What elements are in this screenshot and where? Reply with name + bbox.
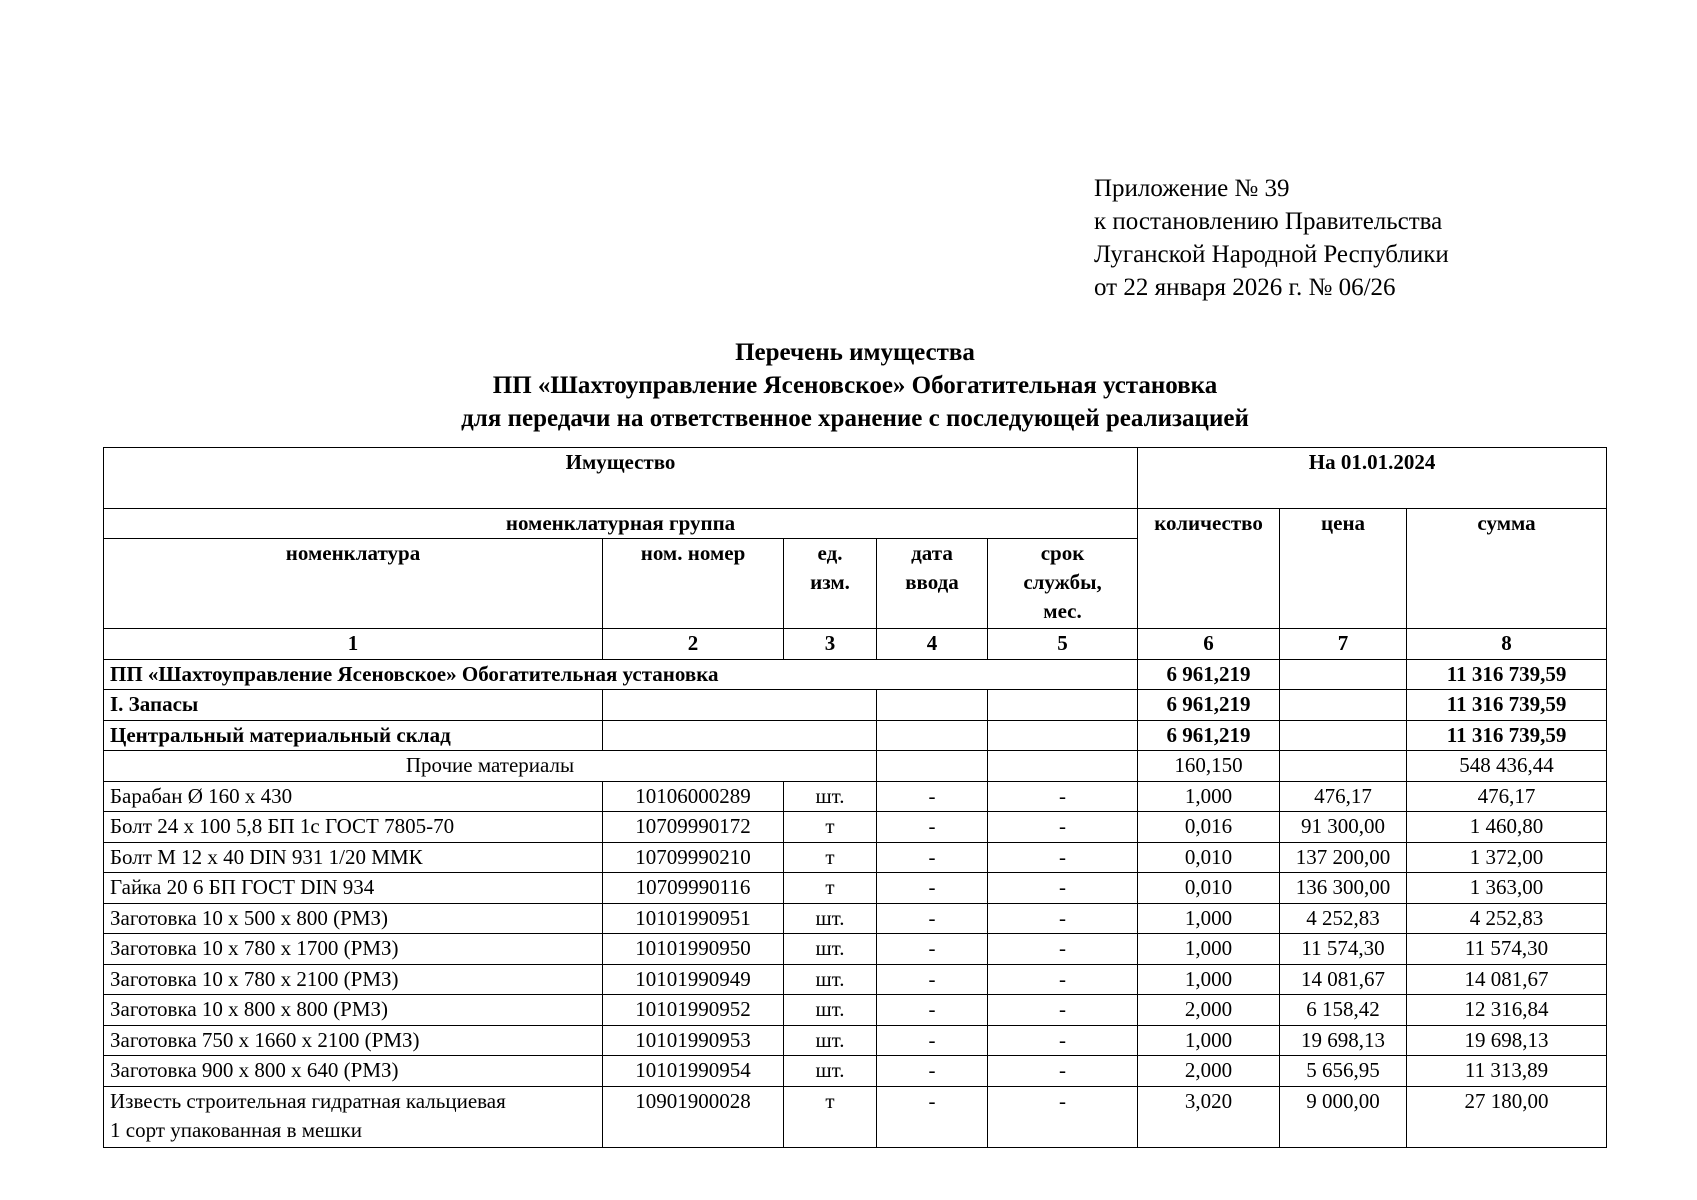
table-row	[104, 1056, 1607, 1087]
item-life: -	[988, 842, 1138, 873]
item-number: 10106000289	[603, 781, 784, 812]
empty-cell	[988, 751, 1138, 782]
item-unit: шт.	[784, 995, 877, 1026]
summary-sum: 11 316 739,59	[1407, 720, 1607, 751]
item-qty: 1,000	[1138, 903, 1280, 934]
item-qty: 1,000	[1138, 1025, 1280, 1056]
item-unit: шт.	[784, 934, 877, 965]
item-number: 10101990951	[603, 903, 784, 934]
item-qty: 3,020	[1138, 1086, 1280, 1147]
item-price: 136 300,00	[1280, 873, 1407, 904]
item-sum: 19 698,13	[1407, 1025, 1607, 1056]
item-sum: 11 313,89	[1407, 1056, 1607, 1087]
col-number: 7	[1280, 629, 1407, 660]
item-life: -	[988, 1056, 1138, 1087]
item-name: Болт М 12 х 40 DIN 931 1/20 ММК	[104, 842, 603, 873]
item-sum: 476,17	[1407, 781, 1607, 812]
item-life: -	[988, 934, 1138, 965]
item-date: -	[877, 1025, 988, 1056]
item-price: 9 000,00	[1280, 1086, 1407, 1147]
empty-cell	[603, 720, 877, 751]
header-row-2	[104, 509, 1607, 539]
table-row	[104, 1025, 1607, 1056]
summary-sum: 11 316 739,59	[1407, 690, 1607, 721]
empty-cell	[877, 690, 988, 721]
col-number: 4	[877, 629, 988, 660]
item-life: -	[988, 1025, 1138, 1056]
header-row-1	[104, 448, 1607, 509]
item-life: -	[988, 995, 1138, 1026]
summary-price	[1280, 720, 1407, 751]
item-date: -	[877, 1056, 988, 1087]
col-number: 6	[1138, 629, 1280, 660]
item-life: -	[988, 873, 1138, 904]
table-row	[104, 964, 1607, 995]
item-price: 19 698,13	[1280, 1025, 1407, 1056]
col-number: 3	[784, 629, 877, 660]
summary-sum: 11 316 739,59	[1407, 659, 1607, 690]
document-title	[0, 336, 1697, 435]
item-life: -	[988, 903, 1138, 934]
item-qty: 2,000	[1138, 995, 1280, 1026]
header-price: цена	[1280, 509, 1407, 629]
item-unit: шт.	[784, 781, 877, 812]
summary-qty: 6 961,219	[1138, 720, 1280, 751]
table-row	[104, 903, 1607, 934]
appendix-line: Луганской Народной Республики	[1094, 241, 1449, 268]
header-unit	[784, 539, 877, 629]
header-as-of: На 01.01.2024	[1138, 448, 1607, 509]
summary-qty: 6 961,219	[1138, 690, 1280, 721]
item-price: 476,17	[1280, 781, 1407, 812]
item-number: 10101990949	[603, 964, 784, 995]
summary-row-enterprise	[104, 659, 1607, 690]
header-nomenclature: номенклатура	[104, 539, 603, 629]
header-unit-line: ед.	[817, 541, 843, 565]
item-price: 4 252,83	[1280, 903, 1407, 934]
header-life-line: срок	[1040, 541, 1085, 565]
item-life: -	[988, 812, 1138, 843]
appendix-line: к постановлению Правительства	[1094, 208, 1443, 235]
item-date: -	[877, 995, 988, 1026]
empty-cell	[988, 720, 1138, 751]
header-property: Имущество	[104, 448, 1138, 509]
item-date: -	[877, 903, 988, 934]
item-date: -	[877, 842, 988, 873]
item-qty: 2,000	[1138, 1056, 1280, 1087]
column-number-row	[104, 629, 1607, 660]
item-name: Болт 24 х 100 5,8 БП 1с ГОСТ 7805-70	[104, 812, 603, 843]
table-row	[104, 781, 1607, 812]
col-number: 8	[1407, 629, 1607, 660]
summary-price	[1280, 690, 1407, 721]
item-number: 10101990950	[603, 934, 784, 965]
item-qty: 1,000	[1138, 781, 1280, 812]
item-life: -	[988, 1086, 1138, 1147]
item-name	[104, 1086, 603, 1147]
appendix-line: от 22 января 2026 г. № 06/26	[1094, 274, 1396, 301]
appendix-line: Приложение № 39	[1094, 175, 1290, 202]
item-date: -	[877, 964, 988, 995]
header-nom-number: ном. номер	[603, 539, 784, 629]
summary-qty: 160,150	[1138, 751, 1280, 782]
empty-cell	[988, 690, 1138, 721]
item-qty: 0,010	[1138, 873, 1280, 904]
empty-cell	[877, 720, 988, 751]
table-row	[104, 1086, 1607, 1147]
item-price: 11 574,30	[1280, 934, 1407, 965]
item-sum: 1 372,00	[1407, 842, 1607, 873]
item-name: Заготовка 10 х 780 х 2100 (РМЗ)	[104, 964, 603, 995]
item-price: 137 200,00	[1280, 842, 1407, 873]
item-sum: 14 081,67	[1407, 964, 1607, 995]
title-line: для передачи на ответственное хранение с последующей реализацией	[461, 405, 1249, 432]
item-qty: 1,000	[1138, 964, 1280, 995]
item-name: Гайка 20 6 БП ГОСТ DIN 934	[104, 873, 603, 904]
item-qty: 0,010	[1138, 842, 1280, 873]
header-date-line: дата	[911, 541, 953, 565]
empty-cell	[603, 690, 877, 721]
header-nomenclature-group: номенклатурная группа	[104, 509, 1138, 539]
item-sum: 27 180,00	[1407, 1086, 1607, 1147]
item-unit: т	[784, 1086, 877, 1147]
item-sum: 1 363,00	[1407, 873, 1607, 904]
header-service-life	[988, 539, 1138, 629]
table-row	[104, 842, 1607, 873]
item-unit: шт.	[784, 1056, 877, 1087]
item-unit: т	[784, 842, 877, 873]
item-name: Заготовка 900 х 800 х 640 (РМЗ)	[104, 1056, 603, 1087]
item-number: 10709990116	[603, 873, 784, 904]
summary-name: Центральный материальный склад	[104, 720, 603, 751]
item-name: Заготовка 10 х 500 х 800 (РМЗ)	[104, 903, 603, 934]
item-unit: шт.	[784, 1025, 877, 1056]
item-price: 91 300,00	[1280, 812, 1407, 843]
item-price: 5 656,95	[1280, 1056, 1407, 1087]
summary-name: I. Запасы	[104, 690, 603, 721]
item-sum: 4 252,83	[1407, 903, 1607, 934]
col-number: 5	[988, 629, 1138, 660]
item-life: -	[988, 964, 1138, 995]
col-number: 2	[603, 629, 784, 660]
empty-cell	[877, 751, 988, 782]
item-number: 10901900028	[603, 1086, 784, 1147]
summary-row-stocks	[104, 690, 1607, 721]
item-date: -	[877, 934, 988, 965]
table-row	[104, 812, 1607, 843]
summary-row-warehouse	[104, 720, 1607, 751]
header-unit-line: изм.	[810, 570, 850, 594]
item-qty: 1,000	[1138, 934, 1280, 965]
item-name-line: 1 сорт упакованная в мешки	[110, 1117, 362, 1142]
table-row	[104, 995, 1607, 1026]
title-line: Перечень имущества	[735, 339, 975, 366]
item-life: -	[988, 781, 1138, 812]
header-date	[877, 539, 988, 629]
header-sum: сумма	[1407, 509, 1607, 629]
item-name: Заготовка 10 х 800 х 800 (РМЗ)	[104, 995, 603, 1026]
item-number: 10101990953	[603, 1025, 784, 1056]
appendix-block	[1094, 172, 1449, 304]
item-unit: т	[784, 873, 877, 904]
item-price: 14 081,67	[1280, 964, 1407, 995]
item-name: Заготовка 750 х 1660 х 2100 (РМЗ)	[104, 1025, 603, 1056]
table-row	[104, 873, 1607, 904]
item-sum: 11 574,30	[1407, 934, 1607, 965]
summary-name: Прочие материалы	[104, 751, 877, 782]
item-sum: 12 316,84	[1407, 995, 1607, 1026]
item-number: 10709990210	[603, 842, 784, 873]
item-number: 10709990172	[603, 812, 784, 843]
summary-sum: 548 436,44	[1407, 751, 1607, 782]
summary-qty: 6 961,219	[1138, 659, 1280, 690]
item-price: 6 158,42	[1280, 995, 1407, 1026]
table-row	[104, 934, 1607, 965]
item-date: -	[877, 781, 988, 812]
property-table	[103, 447, 1607, 1148]
title-line: ПП «Шахтоуправление Ясеновское» Обогатительная установка	[492, 372, 1218, 399]
header-quantity: количество	[1138, 509, 1280, 629]
item-number: 10101990952	[603, 995, 784, 1026]
header-date-line: ввода	[905, 570, 959, 594]
item-sum: 1 460,80	[1407, 812, 1607, 843]
header-life-line: мес.	[1043, 599, 1082, 623]
summary-row-other-materials	[104, 751, 1607, 782]
item-date: -	[877, 1086, 988, 1147]
item-unit: шт.	[784, 903, 877, 934]
col-number: 1	[104, 629, 603, 660]
item-name-line: Известь строительная гидратная кальциевая	[110, 1088, 506, 1113]
header-life-line: службы,	[1023, 570, 1102, 594]
summary-price	[1280, 659, 1407, 690]
item-unit: т	[784, 812, 877, 843]
summary-name: ПП «Шахтоуправление Ясеновское» Обогатительная установка	[104, 659, 1138, 690]
item-date: -	[877, 873, 988, 904]
item-qty: 0,016	[1138, 812, 1280, 843]
item-number: 10101990954	[603, 1056, 784, 1087]
item-date: -	[877, 812, 988, 843]
item-name: Барабан Ø 160 х 430	[104, 781, 603, 812]
item-name: Заготовка 10 х 780 х 1700 (РМЗ)	[104, 934, 603, 965]
item-unit: шт.	[784, 964, 877, 995]
summary-price	[1280, 751, 1407, 782]
